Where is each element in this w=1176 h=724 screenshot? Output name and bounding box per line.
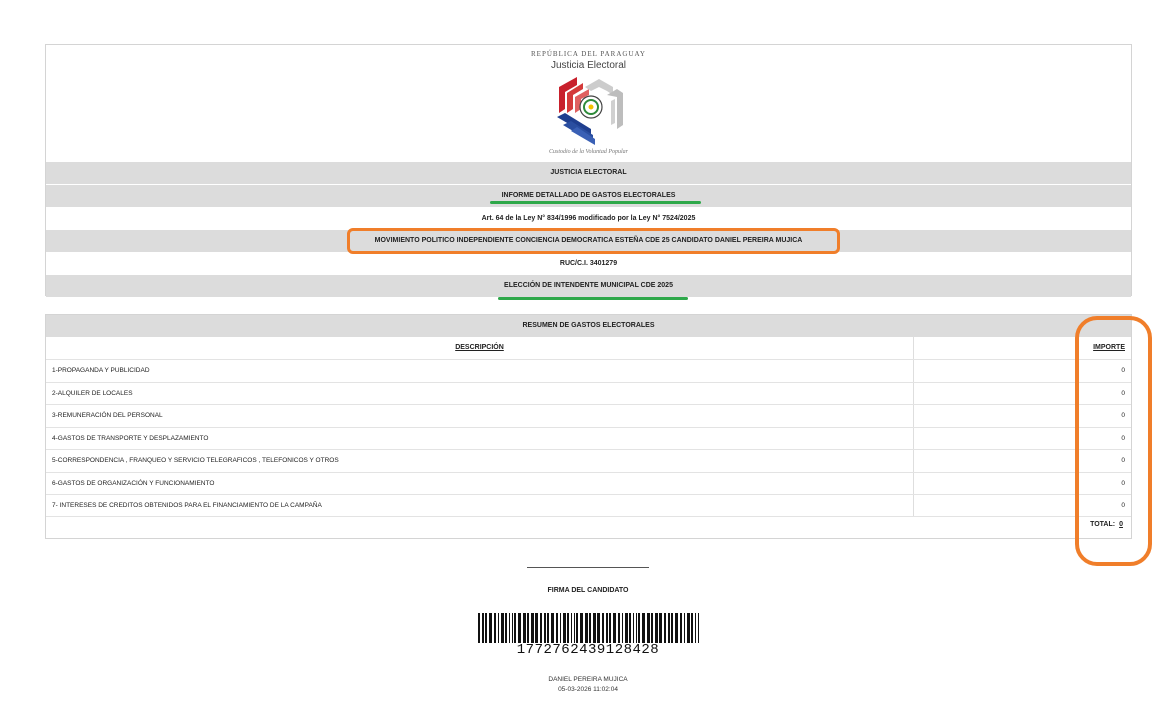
- row-amount: 0: [1121, 502, 1125, 509]
- band-report: INFORME DETALLADO DE GASTOS ELECTORALES: [46, 185, 1131, 207]
- table-row: [46, 382, 1131, 405]
- row-amount: 0: [1121, 434, 1125, 442]
- table-row: [46, 494, 1131, 517]
- document-header: [45, 44, 1132, 296]
- row-amount: 0: [1121, 479, 1125, 487]
- row-description: 4-GASTOS DE TRANSPORTE Y DESPLAZAMIENTO: [52, 434, 209, 442]
- table-row: [46, 404, 1131, 427]
- row-amount: 0: [1121, 389, 1125, 397]
- band-ruc: RUC/C.I. 3401279: [559, 260, 618, 267]
- summary-title: RESUMEN DE GASTOS ELECTORALES: [46, 315, 1131, 337]
- table-row: [46, 359, 1131, 382]
- row-amount: 0: [1121, 457, 1125, 464]
- signature-line: [527, 567, 649, 568]
- total-value: 0: [1119, 521, 1123, 528]
- total-label: TOTAL:: [1090, 521, 1116, 528]
- row-description: 3-REMUNERACIÓN DEL PERSONAL: [52, 412, 163, 419]
- orange-highlight-amount-column: [1075, 316, 1152, 566]
- row-description: 1-PROPAGANDA Y PUBLICIDAD: [52, 367, 150, 374]
- signature-datetime: 05-03-2026 11:02:04: [558, 686, 618, 693]
- column-header-description: DESCRIPCIÓN: [455, 344, 504, 351]
- table-row: [46, 449, 1131, 472]
- row-description: 6-GASTOS DE ORGANIZACIÓN Y FUNCIONAMIENTO: [52, 479, 215, 487]
- band-law: Art. 64 de la Ley N° 834/1996 modificado por la Ley N° 7524/2025: [481, 215, 696, 222]
- barcode-icon: [478, 613, 702, 643]
- signer-name: DANIEL PEREIRA MUJICA: [548, 676, 628, 683]
- band-movement: MOVIMIENTO POLITICO INDEPENDIENTE CONCIENCIA DEMOCRATICA ESTEÑA CDE 25 CANDIDATO DANIEL PEREIRA MUJICA: [46, 230, 1131, 252]
- green-underline-election: [498, 297, 688, 300]
- table-row: [46, 427, 1131, 450]
- band-title: JUSTICIA ELECTORAL: [46, 162, 1131, 184]
- summary-table: [45, 314, 1132, 539]
- row-description: 2-ALQUILER DE LOCALES: [52, 389, 133, 397]
- motto-label: Custodio de la Voluntad Popular: [548, 149, 628, 155]
- orange-highlight-movement: [347, 228, 840, 254]
- justicia-electoral-logo-icon: [551, 73, 631, 147]
- republic-label: REPÚBLICA DEL PARAGUAY: [531, 50, 646, 58]
- row-amount: 0: [1121, 367, 1125, 374]
- green-underline-report: [490, 201, 701, 204]
- signature-label: FIRMA DEL CANDIDATO: [547, 587, 629, 594]
- institution-label: Justicia Electoral: [550, 60, 627, 71]
- table-row: [46, 472, 1131, 495]
- barcode-number: 1772762439128428: [516, 642, 660, 658]
- row-amount: 0: [1121, 412, 1125, 419]
- column-header-amount: IMPORTE: [1093, 344, 1125, 351]
- logo-area: [46, 45, 1131, 161]
- row-description: 7- INTERESES DE CREDITOS OBTENIDOS PARA EL FINANCIAMIENTO DE LA CAMPAÑA: [52, 502, 322, 509]
- band-election: ELECCIÓN DE INTENDENTE MUNICIPAL CDE 2025: [46, 275, 1131, 297]
- row-description: 5-CORRESPONDENCIA , FRANQUEO Y SERVICIO TELEGRAFICOS , TELEFONICOS Y OTROS: [52, 457, 339, 464]
